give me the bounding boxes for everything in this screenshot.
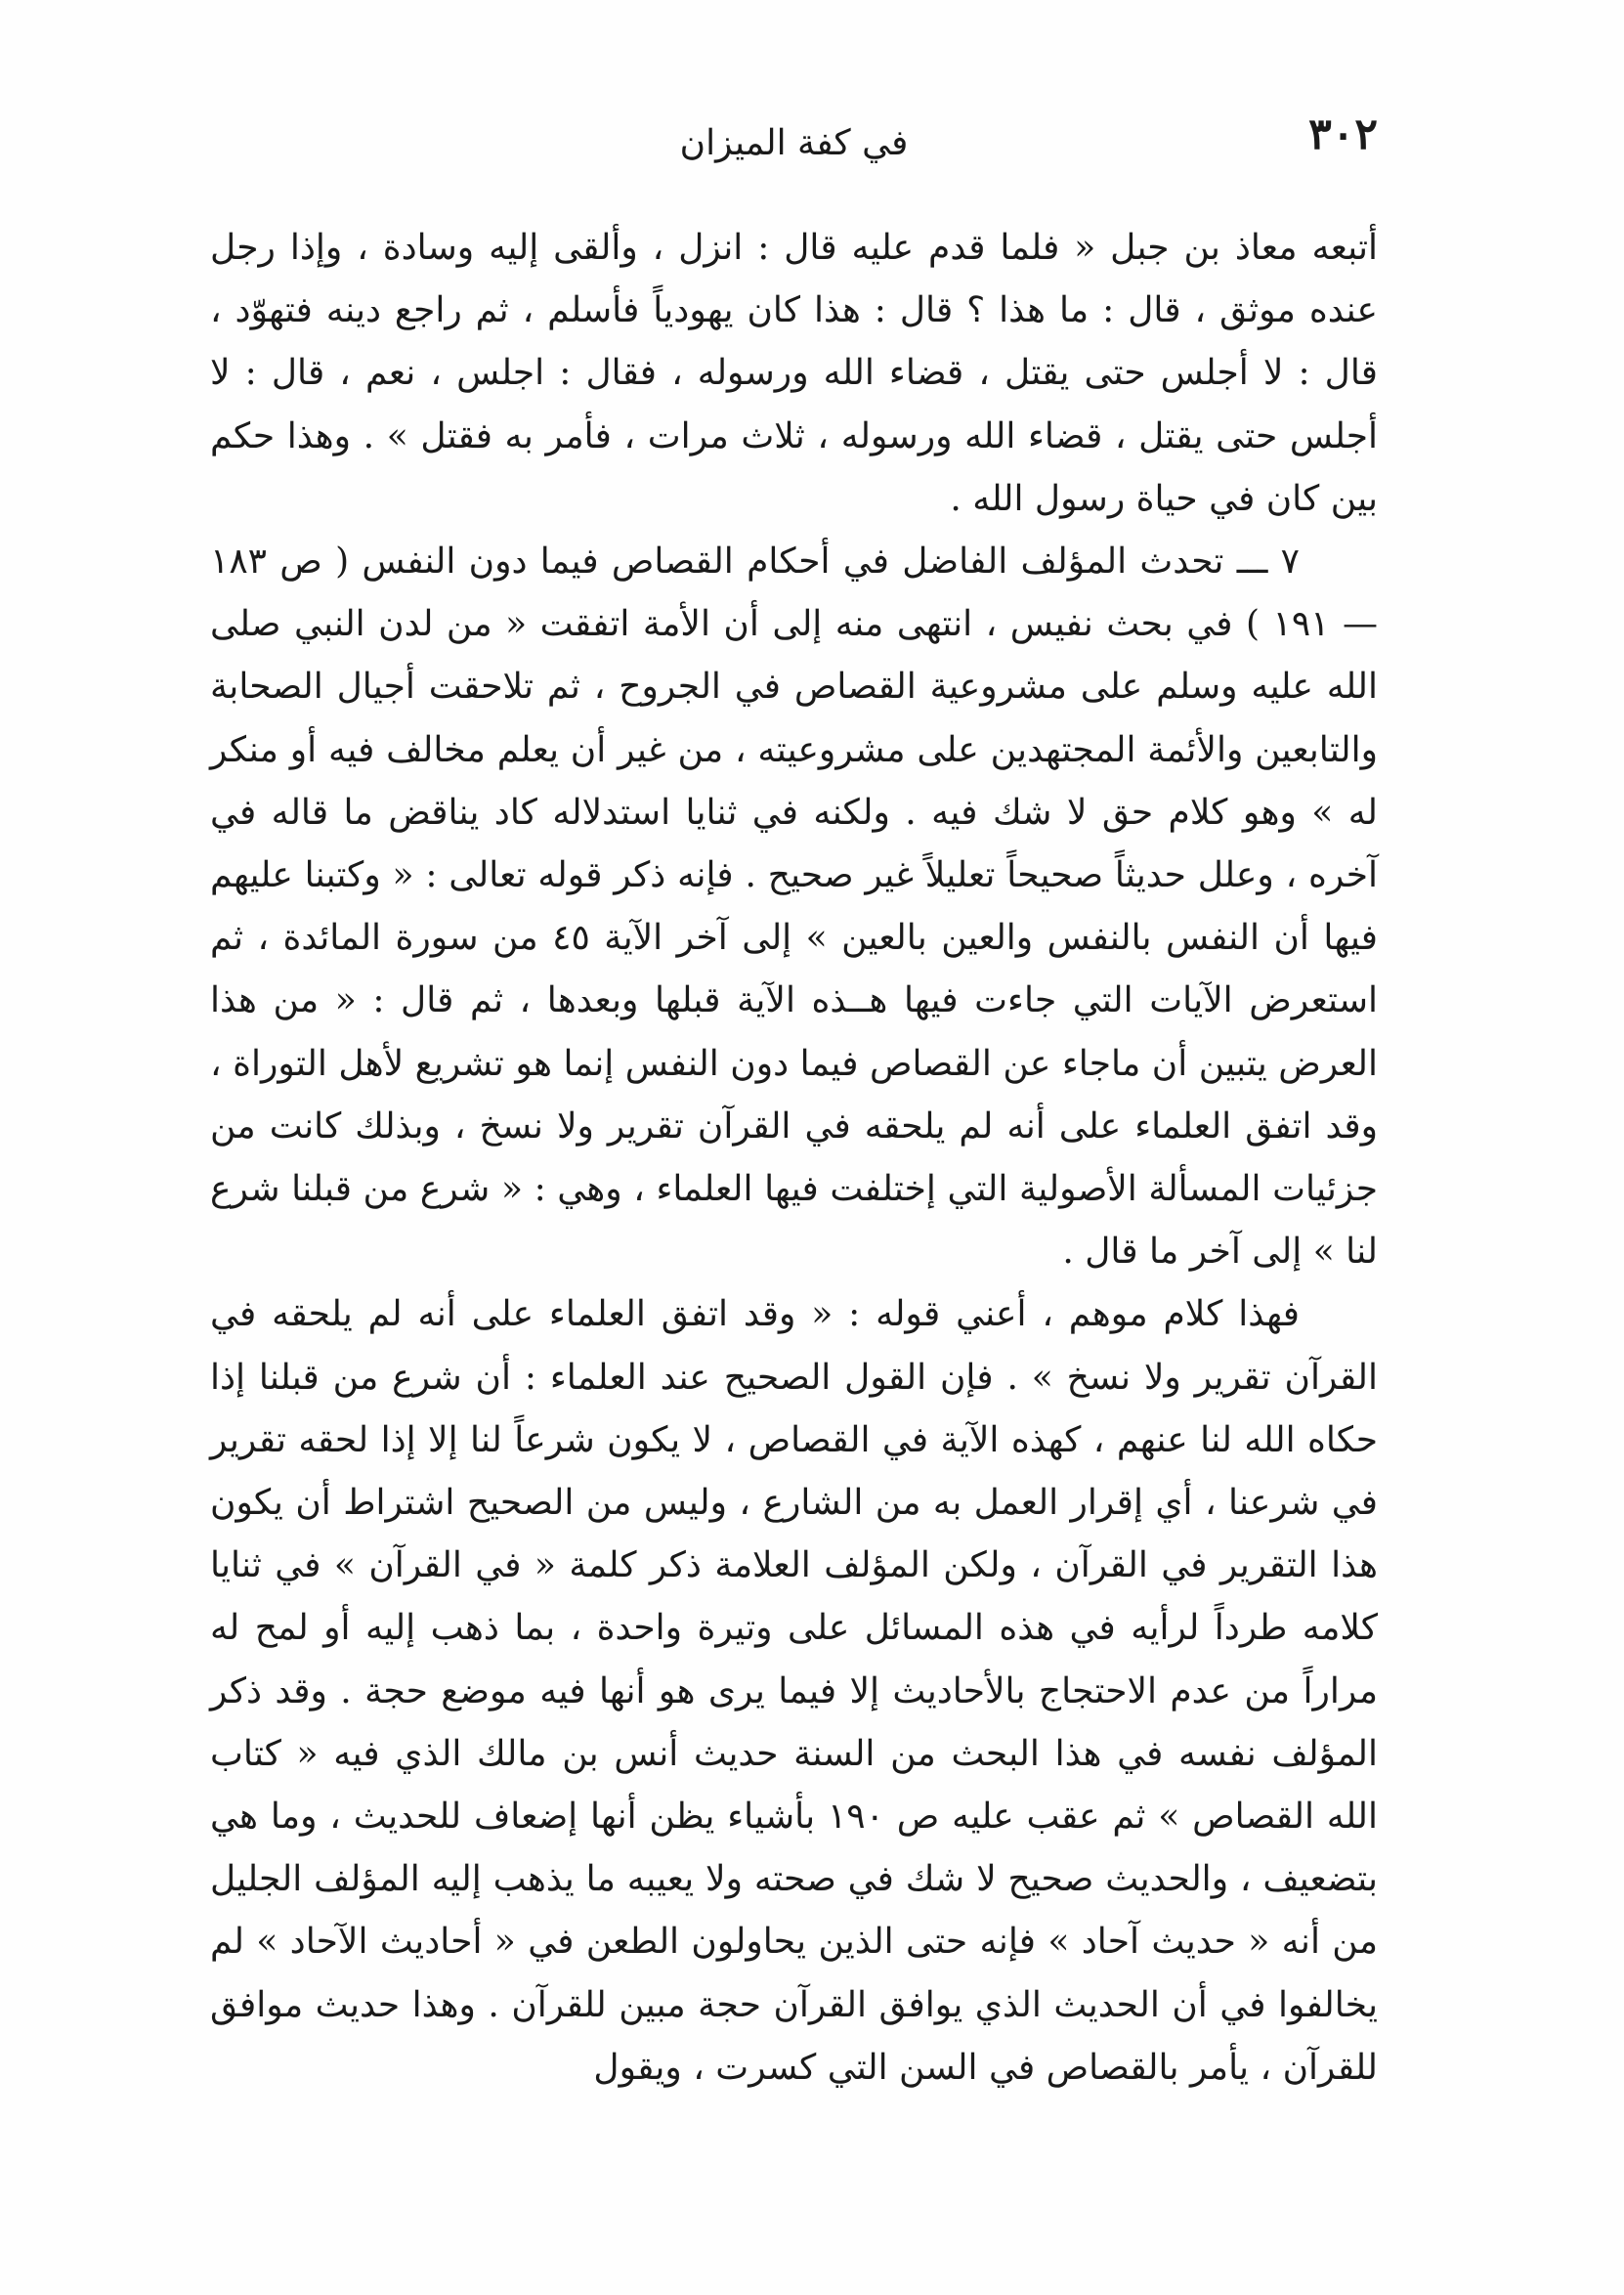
header-divider	[210, 191, 1378, 192]
paragraph: أتبعه معاذ بن جبل « فلما قدم عليه قال : انزل ، وألقى إليه وسادة ، وإذا رجل عنده موثق ، قال : ما هذا ؟ قال : هذا كان يهودياً فأسلم ، ثم راجع دينه فتهوّد ، قال : لا أجلس حتى يقتل ، قضاء الله ورسوله ، فقال : اجلس ، نعم ، قال : لا أجلس حتى يقتل ، قضاء الله ورسوله ، ثلاث مرات ، فأمر به فقتل » . وهذا حكم بين كان في حياة رسول الله .	[210, 228, 1378, 519]
paragraph: ٧ ـــ تحدث المؤلف الفاضل في أحكام القصاص فيما دون النفس ( ص ١٨٣ — ١٩١ ) في بحث نفيس ، انتهى منه إلى أن الأمة اتفقت « من لدن النبي صلى الله عليه وسلم على مشروعية القصاص في الجروح ، ثم تلاحقت أجيال الصحابة والتابعين والأئمة المجتهدين على مشروعيته ، من غير أن يعلم مخالف فيه أو منكر له » وهو كلام حق لا شك فيه . ولكنه في ثنايا استدلاله كاد يناقض ما قاله في آخره ، وعلل حديثاً صحيحاً تعليلاً غير صحيح . فإنه ذكر قوله تعالى : « وكتبنا عليهم فيها أن النفس بالنفس والعين بالعين » إلى آخر الآية ٤٥ من سورة المائدة ، ثم استعرض الآيات التي جاءت فيها هــذه الآية قبلها وبعدها ، ثم قال : « من هذا العرض يتبين أن ماجاء عن القصاص فيما دون النفس إنما هو تشريع لأهل التوراة ، وقد اتفق العلماء على أنه لم يلحقه في القرآن تقرير ولا نسخ ، وبذلك كانت من جزئيات المسألة الأصولية التي إختلفت فيها العلماء ، وهي : « شرع من قبلنا شرع لنا » إلى آخر ما قال .	[210, 541, 1378, 1273]
page-header	[210, 109, 1378, 188]
body-text	[210, 217, 1378, 2100]
paragraph: فهذا كلام موهم ، أعني قوله : « وقد اتفق العلماء على أنه لم يلحقه في القرآن تقرير ولا نسخ » . فإن القول الصحيح عند العلماء : أن شرع من قبلنا إذا حكاه الله لنا عنهم ، كهذه الآية في القصاص ، لا يكون شرعاً لنا إلا إذا لحقه تقرير في شرعنا ، أي إقرار العمل به من الشارع ، وليس من الصحيح اشتراط أن يكون هذا التقرير في القرآن ، ولكن المؤلف العلامة ذكر كلمة « في القرآن » في ثنايا كلامه طرداً لرأيه في هذه المسائل على وتيرة واحدة ، بما ذهب إليه أو لمح له مراراً من عدم الاحتجاج بالأحاديث إلا فيما يرى هو أنها فيه موضع حجة . وقد ذكر المؤلف نفسه في هذا البحث من السنة حديث أنس بن مالك الذي فيه « كتاب الله القصاص » ثم عقب عليه ص ١٩٠ بأشياء يظن أنها إضعاف للحديث ، وما هي بتضعيف ، والحديث صحيح لا شك في صحته ولا يعيبه ما يذهب إليه المؤلف الجليل من أنه « حديث آحاد » فإنه حتى الذين يحاولون الطعن في « أحاديث الآحاد » لم يخالفوا في أن الحديث الذي يوافق القرآن حجة مبين للقرآن . وهذا حديث موافق للقرآن ، يأمر بالقصاص في السن التي كسرت ، ويقول	[210, 1294, 1378, 2088]
page-number: ٣٠٢	[1308, 109, 1378, 159]
running-title: في كفة الميزان	[679, 123, 909, 163]
